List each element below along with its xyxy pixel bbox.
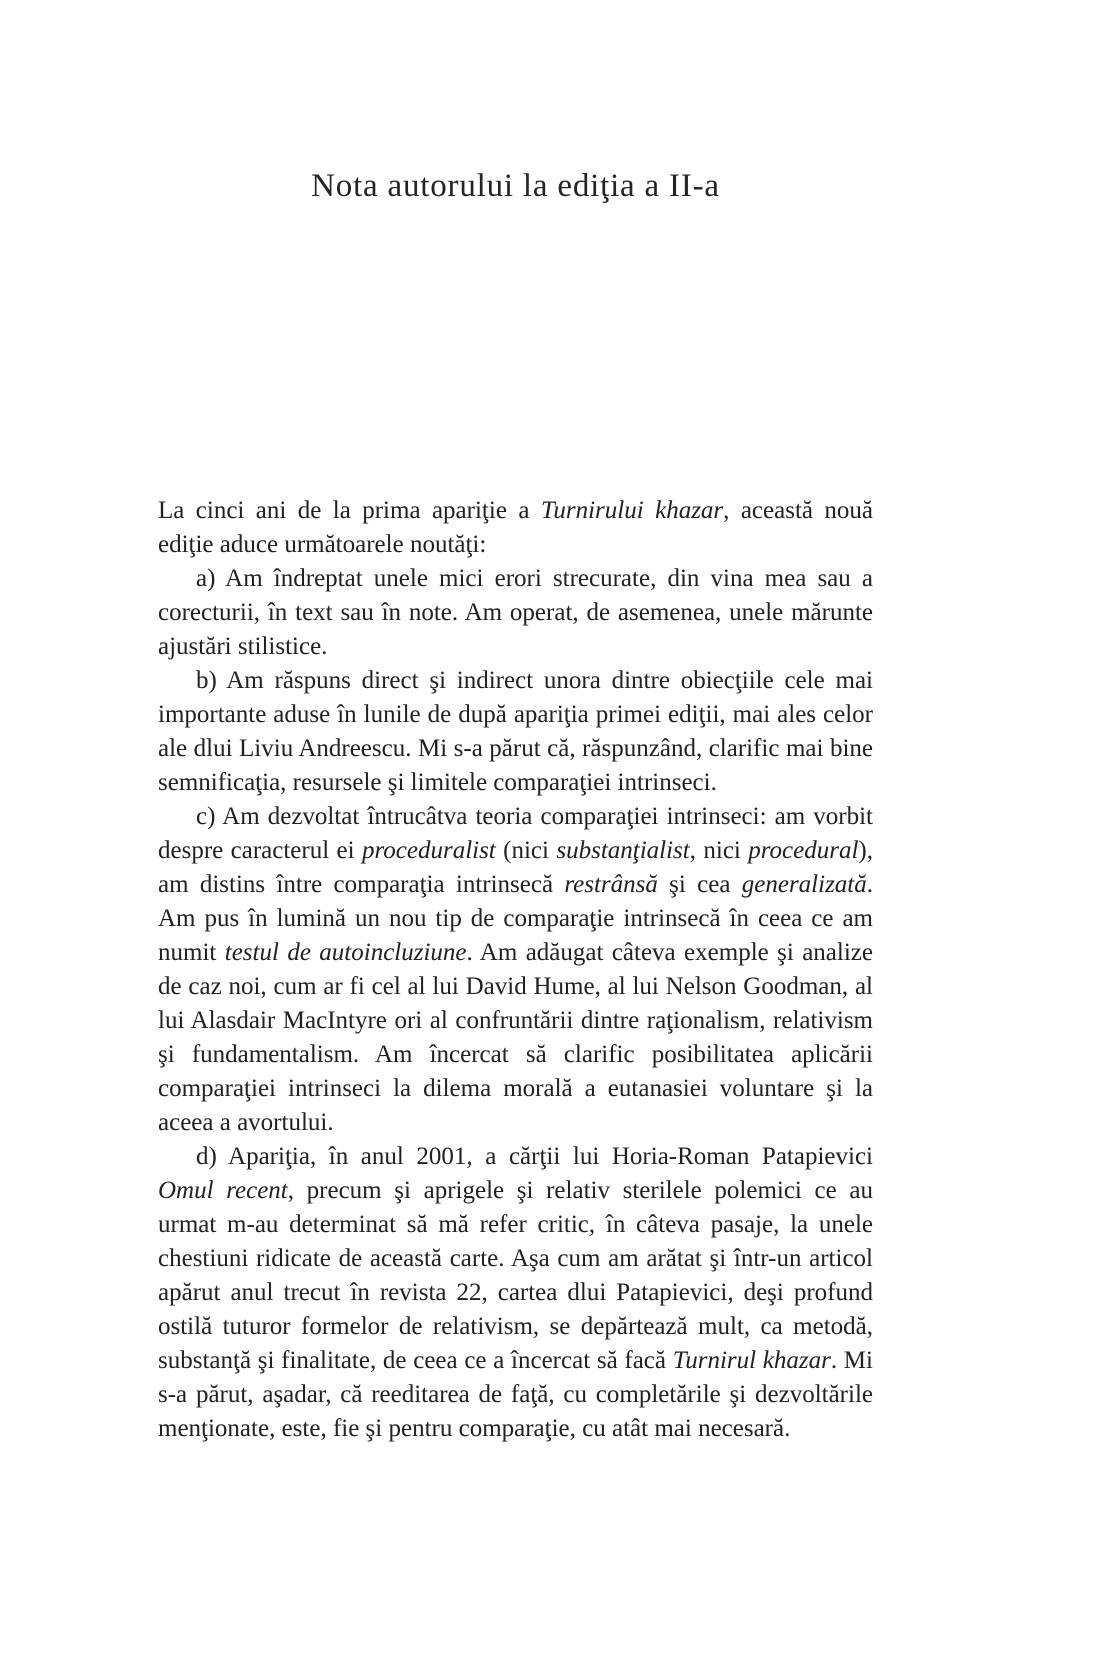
text-segment: , precum şi aprigele şi relativ sterilele polemici ce au urmat m-au determinat să mă refer critic, în câteva pasaje, la unele chestiuni ridicate de această carte. Aşa cum am arătat şi într-un articol apărut anul trecut în revista 22, cartea dlui Patapievici, deşi profund ostilă tuturor formelor de relativism, se depărtează mult, ca metodă, substanţă şi finalitate, de ceea ce a încercat să facă xyxy=(158,1177,873,1374)
paragraph xyxy=(158,1140,873,1446)
text-segment: (nici xyxy=(495,837,557,864)
italic-text-segment: proceduralist xyxy=(361,837,496,864)
text-segment: c) Am dezvoltat întrucâtva teoria comparaţiei intrinseci: am vorbit despre caracterul ei xyxy=(158,803,873,864)
italic-text-segment: restrânsă xyxy=(564,871,658,898)
page-title: Nota autorului la ediţia a II-a xyxy=(311,168,720,204)
italic-text-segment: Turnirului khazar xyxy=(540,497,724,524)
italic-text-segment: procedural xyxy=(748,837,859,864)
italic-text-segment: substanţialist xyxy=(556,837,690,864)
text-segment: d) Apariţia, în anul 2001, a cărţii lui Horia-Roman Patapievici xyxy=(196,1143,873,1170)
text-body xyxy=(158,494,873,1446)
text-segment: şi cea xyxy=(657,871,742,898)
text-segment: . Am pus în lumină un nou tip de comparaţie intrinsecă în ceea ce am numit xyxy=(158,871,873,966)
text-segment: La cinci ani de la prima apariţie a xyxy=(158,497,541,524)
italic-text-segment: Omul recent xyxy=(158,1177,288,1204)
text-segment: , nici xyxy=(689,837,749,864)
text-segment: a) Am îndreptat unele mici erori strecurate, din vina mea sau a corecturii, în text sau în note. Am operat, de asemenea, unele mărunte ajustări stilistice. xyxy=(158,565,873,660)
paragraph xyxy=(158,664,873,800)
italic-text-segment: testul de autoincluziune xyxy=(224,939,467,966)
italic-text-segment: generalizată xyxy=(741,871,867,898)
paragraph xyxy=(158,800,873,1140)
paragraph xyxy=(158,562,873,664)
text-segment: b) Am răspuns direct şi indirect unora dintre obiecţiile cele mai importante aduse în lunile de după apariţia primei ediţii, mai ales celor ale dlui Liviu Andreescu. Mi s-a părut că, răspunzând, clarific mai bine semnificaţia, resursele şi limitele comparaţiei intrinseci. xyxy=(158,667,873,796)
text-segment: ), am distins între comparaţia intrinsecă xyxy=(158,837,873,898)
paragraph xyxy=(158,494,873,562)
text-segment: , această nouă ediţie aduce următoarele noutăţi: xyxy=(158,497,873,558)
text-segment: . Am adăugat câteva exemple şi analize de caz noi, cum ar fi cel al lui David Hume, al lui Nelson Goodman, al lui Alasdair MacIntyre ori al confruntării dintre raţionalism, relativism şi fundamentalism. Am încercat să clarific posibilitatea aplicării comparaţiei intrinseci la dilema morală a eutanasiei voluntare şi la aceea a avortului. xyxy=(158,939,873,1136)
text-segment: . Mi s-a părut, aşadar, că reeditarea de faţă, cu completările şi dezvoltările menţionate, este, fie şi pentru comparaţie, cu atât mai necesară. xyxy=(158,1347,873,1442)
italic-text-segment: Turnirul khazar xyxy=(672,1347,831,1374)
